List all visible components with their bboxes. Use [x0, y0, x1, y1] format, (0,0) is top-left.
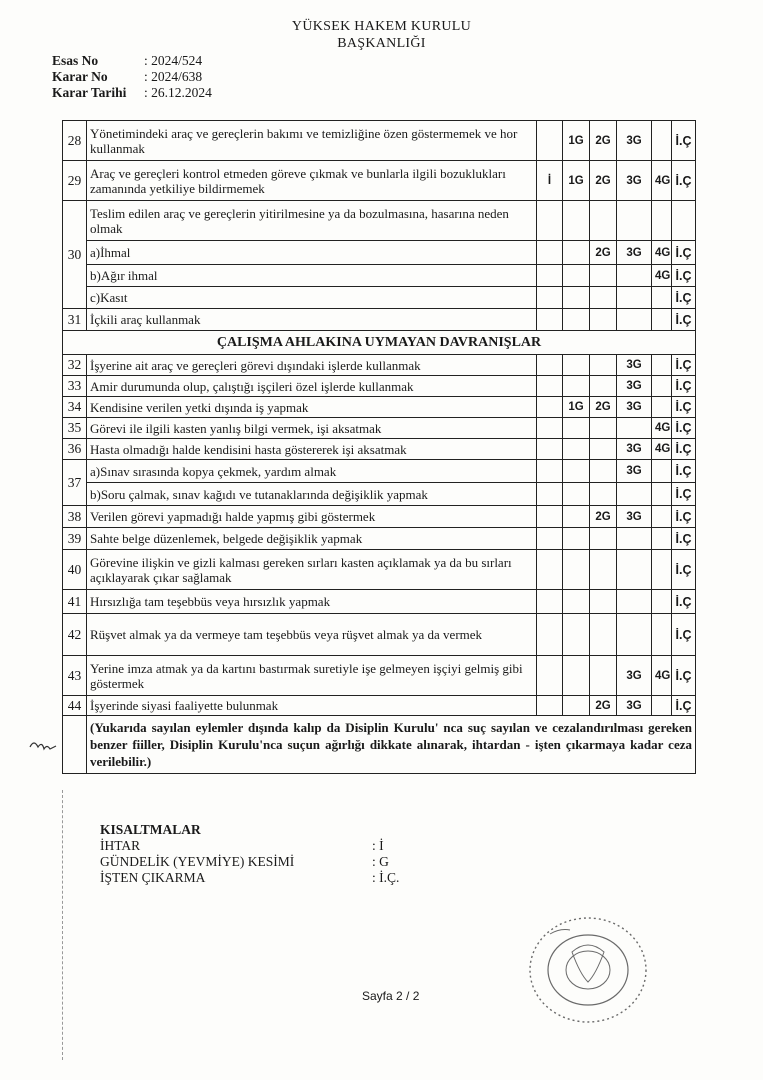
meta-label: Esas No	[52, 53, 99, 68]
table-row	[63, 241, 696, 265]
cell-1g: 1G	[563, 161, 590, 201]
table-row	[63, 550, 696, 590]
row-number: 38	[63, 506, 87, 528]
row-number: 28	[63, 121, 87, 161]
row-subitem: b)Soru çalmak, sınav kağıdı ve tutanaklarında değişiklik yapmak	[87, 483, 537, 506]
cell-3g: 3G	[617, 241, 652, 265]
cell-ic: İ.Ç	[672, 460, 696, 483]
cell-4g: 4G	[652, 656, 672, 696]
cell-2g: 2G	[590, 241, 617, 265]
abbreviation-term: GÜNDELİK (YEVMİYE) KESİMİ	[100, 854, 295, 869]
table-row	[63, 309, 696, 331]
table-row	[63, 439, 696, 460]
row-number: 33	[63, 376, 87, 397]
page-number: Sayfa 2 / 2	[362, 989, 420, 1003]
cell-3g: 3G	[617, 376, 652, 397]
cell-2g: 2G	[590, 161, 617, 201]
table-row	[63, 287, 696, 309]
row-description: İşyerine ait araç ve gereçleri görevi dışındaki işlerde kullanmak	[87, 355, 537, 376]
cell-ic: İ.Ç	[672, 376, 696, 397]
row-number: 32	[63, 355, 87, 376]
table-row	[63, 590, 696, 614]
table-row	[63, 696, 696, 716]
official-seal-stamp	[520, 912, 660, 1030]
cell-ic: İ.Ç	[672, 550, 696, 590]
table-row	[63, 506, 696, 528]
cell-3g: 3G	[617, 506, 652, 528]
case-number-row	[52, 53, 212, 69]
row-description: İçkili araç kullanmak	[87, 309, 537, 331]
table-row	[63, 528, 696, 550]
closing-note: (Yukarıda sayılan eylemler dışında kalıp da Disiplin Kurulu' nca suç sayılan ve cezalandırılması gereken benzer fiiller, Disiplin Kurulu'nca suçun ağırlığı dikkate alınarak, ihtardan - işten çıkarmaya kadar ceza verilebilir.)	[87, 716, 696, 774]
decision-date-row	[52, 85, 212, 101]
row-subitem: b)Ağır ihmal	[87, 265, 537, 287]
cell-ic: İ.Ç	[672, 418, 696, 439]
abbreviation-code: : G	[372, 854, 389, 869]
row-description: Görevi ile ilgili kasten yanlış bilgi vermek, işi aksatmak	[87, 418, 537, 439]
table-row	[63, 483, 696, 506]
row-description: Rüşvet almak ya da vermeye tam teşebbüs veya rüşvet almak ya da vermek	[87, 614, 537, 656]
cell-ic: İ.Ç	[672, 656, 696, 696]
court-name: YÜKSEK HAKEM KURULU	[291, 19, 472, 34]
court-office: BAŞKANLIĞI	[337, 36, 426, 51]
row-description: Amir durumunda olup, çalıştığı işçileri özel işlerde kullanmak	[87, 376, 537, 397]
handwritten-mark-icon	[28, 737, 58, 754]
row-number: 39	[63, 528, 87, 550]
cell-ic: İ.Ç	[672, 528, 696, 550]
row-number: 43	[63, 656, 87, 696]
row-description: Sahte belge düzenlemek, belgede değişiklik yapmak	[87, 528, 537, 550]
cell-ic: İ.Ç	[672, 121, 696, 161]
cell-4g: 4G	[652, 161, 672, 201]
cell-ic: İ.Ç	[672, 309, 696, 331]
row-number: 44	[63, 696, 87, 716]
row-description: Yönetimindeki araç ve gereçlerin bakımı ve temizliğine özen göstermemek ve hor kullanmak	[87, 121, 537, 161]
table-row	[63, 376, 696, 397]
abbreviation-code: : İ	[372, 838, 384, 853]
cell-ic: İ.Ç	[672, 397, 696, 418]
section-row	[63, 331, 696, 355]
case-meta	[52, 53, 212, 101]
row-number: 37	[63, 460, 87, 506]
cell-3g: 3G	[617, 355, 652, 376]
cell-ic: İ.Ç	[672, 614, 696, 656]
row-description: Araç ve gereçleri kontrol etmeden göreve çıkmak ve bunlarla ilgili bozuklukları zamanında yetkiliye bildirmemek	[87, 161, 537, 201]
row-number: 36	[63, 439, 87, 460]
row-description: Teslim edilen araç ve gereçlerin yitirilmesine ya da bozulmasına, hasarına neden olmak	[87, 201, 537, 241]
cell-4g: 4G	[652, 439, 672, 460]
section-heading: ÇALIŞMA AHLAKINA UYMAYAN DAVRANIŞLAR	[63, 331, 696, 355]
abbreviation-row	[100, 870, 399, 886]
meta-value: : 2024/638	[144, 69, 203, 84]
row-number: 29	[63, 161, 87, 201]
row-subitem: a)Sınav sırasında kopya çekmek, yardım almak	[87, 460, 537, 483]
cell-4g: 4G	[652, 241, 672, 265]
meta-label: Karar Tarihi	[52, 85, 127, 100]
row-number: 31	[63, 309, 87, 331]
cell-ic: İ.Ç	[672, 590, 696, 614]
cell-ihtar: İ	[537, 161, 563, 201]
document-header	[0, 18, 763, 52]
row-number: 41	[63, 590, 87, 614]
meta-value: : 26.12.2024	[144, 85, 212, 100]
penalty-table	[62, 120, 696, 774]
table-row	[63, 397, 696, 418]
row-description: Görevine ilişkin ve gizli kalması gereken sırları kasten açıklamak ya da bu sırları açıklayarak çıkar sağlamak	[87, 550, 537, 590]
abbreviation-term: İHTAR	[100, 838, 141, 853]
cell-2g: 2G	[590, 397, 617, 418]
cell-ic: İ.Ç	[672, 265, 696, 287]
cell-ic: İ.Ç	[672, 241, 696, 265]
cell-ic: İ.Ç	[672, 161, 696, 201]
table-row	[63, 614, 696, 656]
row-description: Verilen görevi yapmadığı halde yapmış gibi göstermek	[87, 506, 537, 528]
note-row	[63, 716, 696, 774]
cell-3g: 3G	[617, 397, 652, 418]
cell-3g: 3G	[617, 161, 652, 201]
row-description: İşyerinde siyasi faaliyette bulunmak	[87, 696, 537, 716]
table-row	[63, 355, 696, 376]
cell-ic: İ.Ç	[672, 287, 696, 309]
cell-ic: İ.Ç	[672, 506, 696, 528]
row-subitem: a)İhmal	[87, 241, 537, 265]
cell-3g: 3G	[617, 696, 652, 716]
row-number: 40	[63, 550, 87, 590]
cell-ic: İ.Ç	[672, 696, 696, 716]
cell-4g	[652, 121, 672, 161]
table-row	[63, 460, 696, 483]
abbreviations	[100, 822, 399, 886]
cell-3g: 3G	[617, 656, 652, 696]
abbreviation-term: İŞTEN ÇIKARMA	[100, 870, 206, 885]
meta-value: : 2024/524	[144, 53, 203, 68]
abbreviation-code: : İ.Ç.	[372, 870, 400, 885]
cell-3g: 3G	[617, 460, 652, 483]
table-row	[63, 265, 696, 287]
row-description: Yerine imza atmak ya da kartını bastırmak suretiyle işe gelmeyen işçiyi gelmiş gibi göstermek	[87, 656, 537, 696]
cell-4g: 4G	[652, 418, 672, 439]
row-number: 35	[63, 418, 87, 439]
abbreviation-row	[100, 854, 399, 870]
cell-ic: İ.Ç	[672, 483, 696, 506]
row-number: 30	[63, 201, 87, 309]
meta-label: Karar No	[52, 69, 108, 84]
table-row	[63, 656, 696, 696]
cell-ic: İ.Ç	[672, 439, 696, 460]
cell-2g: 2G	[590, 696, 617, 716]
table-row	[63, 121, 696, 161]
row-description: Kendisine verilen yetki dışında iş yapmak	[87, 397, 537, 418]
cell-3g: 3G	[617, 121, 652, 161]
abbreviation-row	[100, 838, 399, 854]
cell-1g: 1G	[563, 121, 590, 161]
table-row	[63, 418, 696, 439]
cell-2g: 2G	[590, 506, 617, 528]
cell-1g: 1G	[563, 397, 590, 418]
cell-3g: 3G	[617, 439, 652, 460]
scan-margin-line	[62, 790, 64, 1060]
row-description: Hırsızlığa tam teşebbüs veya hırsızlık yapmak	[87, 590, 537, 614]
cell-2g: 2G	[590, 121, 617, 161]
cell-ihtar	[537, 121, 563, 161]
abbreviations-title: KISALTMALAR	[100, 822, 201, 837]
row-description: Hasta olmadığı halde kendisini hasta göstererek işi aksatmak	[87, 439, 537, 460]
cell-4g: 4G	[652, 265, 672, 287]
row-number: 34	[63, 397, 87, 418]
row-subitem: c)Kasıt	[87, 287, 537, 309]
row-number: 42	[63, 614, 87, 656]
table-row	[63, 161, 696, 201]
decision-number-row	[52, 69, 212, 85]
table-row	[63, 201, 696, 241]
cell-ic: İ.Ç	[672, 355, 696, 376]
